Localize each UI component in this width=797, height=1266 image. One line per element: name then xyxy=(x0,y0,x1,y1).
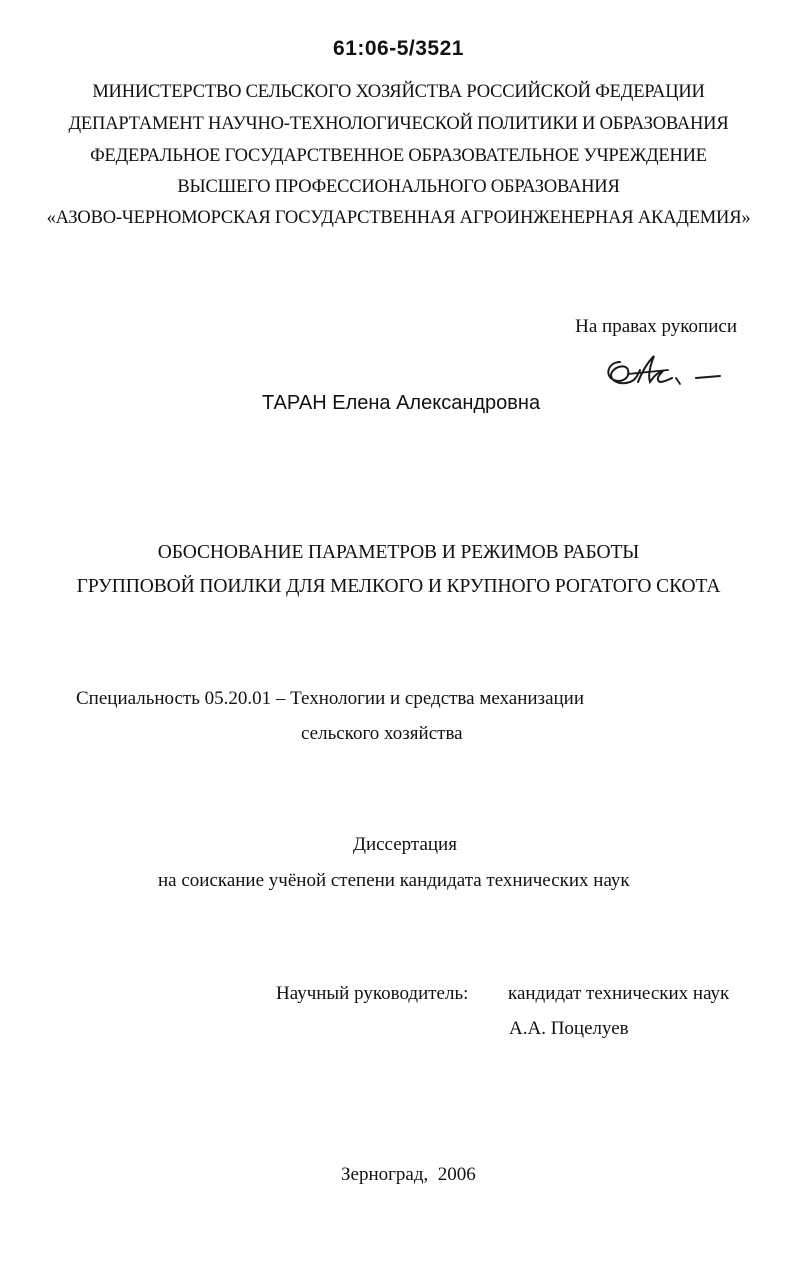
org-institution-type: ВЫСШЕГО ПРОФЕССИОНАЛЬНОГО ОБРАЗОВАНИЯ xyxy=(177,177,620,197)
org-ministry: МИНИСТЕРСТВО СЕЛЬСКОГО ХОЗЯЙСТВА РОССИЙСКОЙ ФЕДЕРАЦИИ xyxy=(92,82,705,102)
specialty-line-1: Специальность 05.20.01 – Технологии и средства механизации xyxy=(76,688,584,709)
specialty-line-2: сельского хозяйства xyxy=(301,723,463,744)
degree-sought: на соискание учёной степени кандидата технических наук xyxy=(158,870,630,891)
advisor-name: А.А. Поцелуев xyxy=(509,1018,629,1039)
archive-code: 61:06-5/3521 xyxy=(333,37,464,60)
place-year: Зерноград, 2006 xyxy=(341,1164,476,1185)
signature xyxy=(598,352,728,392)
dissertation-label: Диссертация xyxy=(353,834,457,855)
dissertation-title-line-1: ОБОСНОВАНИЕ ПАРАМЕТРОВ И РЕЖИМОВ РАБОТЫ xyxy=(157,542,640,563)
org-department: ДЕПАРТАМЕНТ НАУЧНО-ТЕХНОЛОГИЧЕСКОЙ ПОЛИТИКИ И ОБРАЗОВАНИЯ xyxy=(68,114,729,134)
dissertation-title-line-2: ГРУППОВОЙ ПОИЛКИ ДЛЯ МЕЛКОГО И КРУПНОГО РОГАТОГО СКОТА xyxy=(76,576,721,597)
org-academy-name: «АЗОВО-ЧЕРНОМОРСКАЯ ГОСУДАРСТВЕННАЯ АГРОИНЖЕНЕРНАЯ АКАДЕМИЯ» xyxy=(46,208,751,228)
org-institution: ФЕДЕРАЛЬНОЕ ГОСУДАРСТВЕННОЕ ОБРАЗОВАТЕЛЬНОЕ УЧРЕЖДЕНИЕ xyxy=(90,146,707,166)
author-name: ТАРАН Елена Александровна xyxy=(262,392,541,414)
manuscript-note: На правах рукописи xyxy=(575,316,737,337)
advisor-label: Научный руководитель: xyxy=(276,983,469,1004)
advisor-degree: кандидат технических наук xyxy=(508,983,730,1004)
